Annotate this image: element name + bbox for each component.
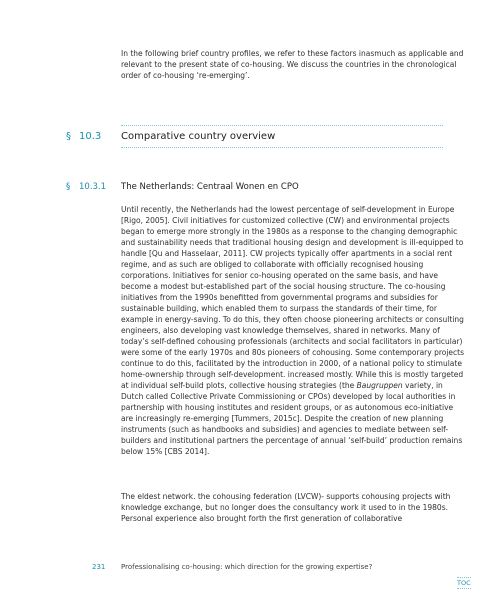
body-paragraph-1-part-2: variety, in Dutch called Collective Private Commissioning or CPOs) developed by local authorities in partnership with housing institutes and resident groups, or as autonomous eco-initiative are increasingly re-emerging [Tummers, 2015c]. Despite the creation of new planning instruments (such as handbooks and subsidies) and agencies to mediate between self-builders and institutional partners the percentage of annual ‘self-build’ production remains below 15% [CBS 2014].	[121, 381, 463, 456]
body-paragraph-1	[121, 204, 466, 457]
subsection-symbol: §	[66, 182, 71, 192]
section-symbol: §	[66, 131, 71, 142]
section-divider-top	[121, 125, 443, 126]
section-number: 10.3	[79, 131, 102, 142]
section-divider-bottom	[121, 147, 443, 148]
subsection-title: The Netherlands: Centraal Wonen en CPO	[121, 182, 299, 192]
body-paragraph-1-part-1: Until recently, the Netherlands had the lowest percentage of self-development in Europe [Rigo, 2005]. Civil initiatives for customized collective (CW) and environmental projects began to emerge more strongly in the 1980s as a response to the changing demographic and sustainability needs that traditional housing design and development is ill-equipped to handle [Qu and Hasselaar, 2011]. CW projects typically offer apartments in a social rent regime, and as such are obliged to collaborate with officially recognised housing corporations. Initiatives for senior co-housing operated on the same basis, and have become a modest but-established part of the social housing structure. The co-housing initiatives from the 1990s benefitted from governmental programs and subsidies for sustainable building, which enabled them to surpass the standards of their time, for example in energy-saving. To do this, they often choose pioneering architects or consulting engineers, also developing vast knowledge themselves, shared in networks. Many of today’s self-defined cohousing professionals (architects and social facilitators in particular) were some of the early 1970s and 80s pioneers of cohousing. Some contemporary projects continue to do this, facilitated by the introduction in 2000, of a national policy to stimulate home-ownership through self-development. increased mostly. While this is mostly targeted at individual self-build plots, collective housing strategies (the	[121, 205, 465, 390]
intro-paragraph: In the following brief country profiles, we refer to these factors inasmuch as applicable and relevant to the present state of co-housing. We discuss the countries in the chronological order of co-housing ‘re-emerging’.	[121, 49, 464, 80]
section-title: Comparative country overview	[121, 131, 276, 142]
footer-page-number: 231	[92, 563, 106, 571]
baugruppen-term: Baugruppen	[356, 381, 403, 390]
body-paragraph-2: The eldest network. the cohousing federation (LVCW)- supports cohousing projects with knowledge exchange, but no longer does the consultancy work it used to in the 1980s. Personal experience also brought forth the first generation of collaborative	[121, 492, 451, 523]
footer-running-title: Professionalising co-housing: which direction for the growing expertise?	[121, 563, 373, 571]
subsection-number: 10.3.1	[79, 182, 107, 192]
toc-link[interactable]: TOC	[457, 579, 471, 587]
